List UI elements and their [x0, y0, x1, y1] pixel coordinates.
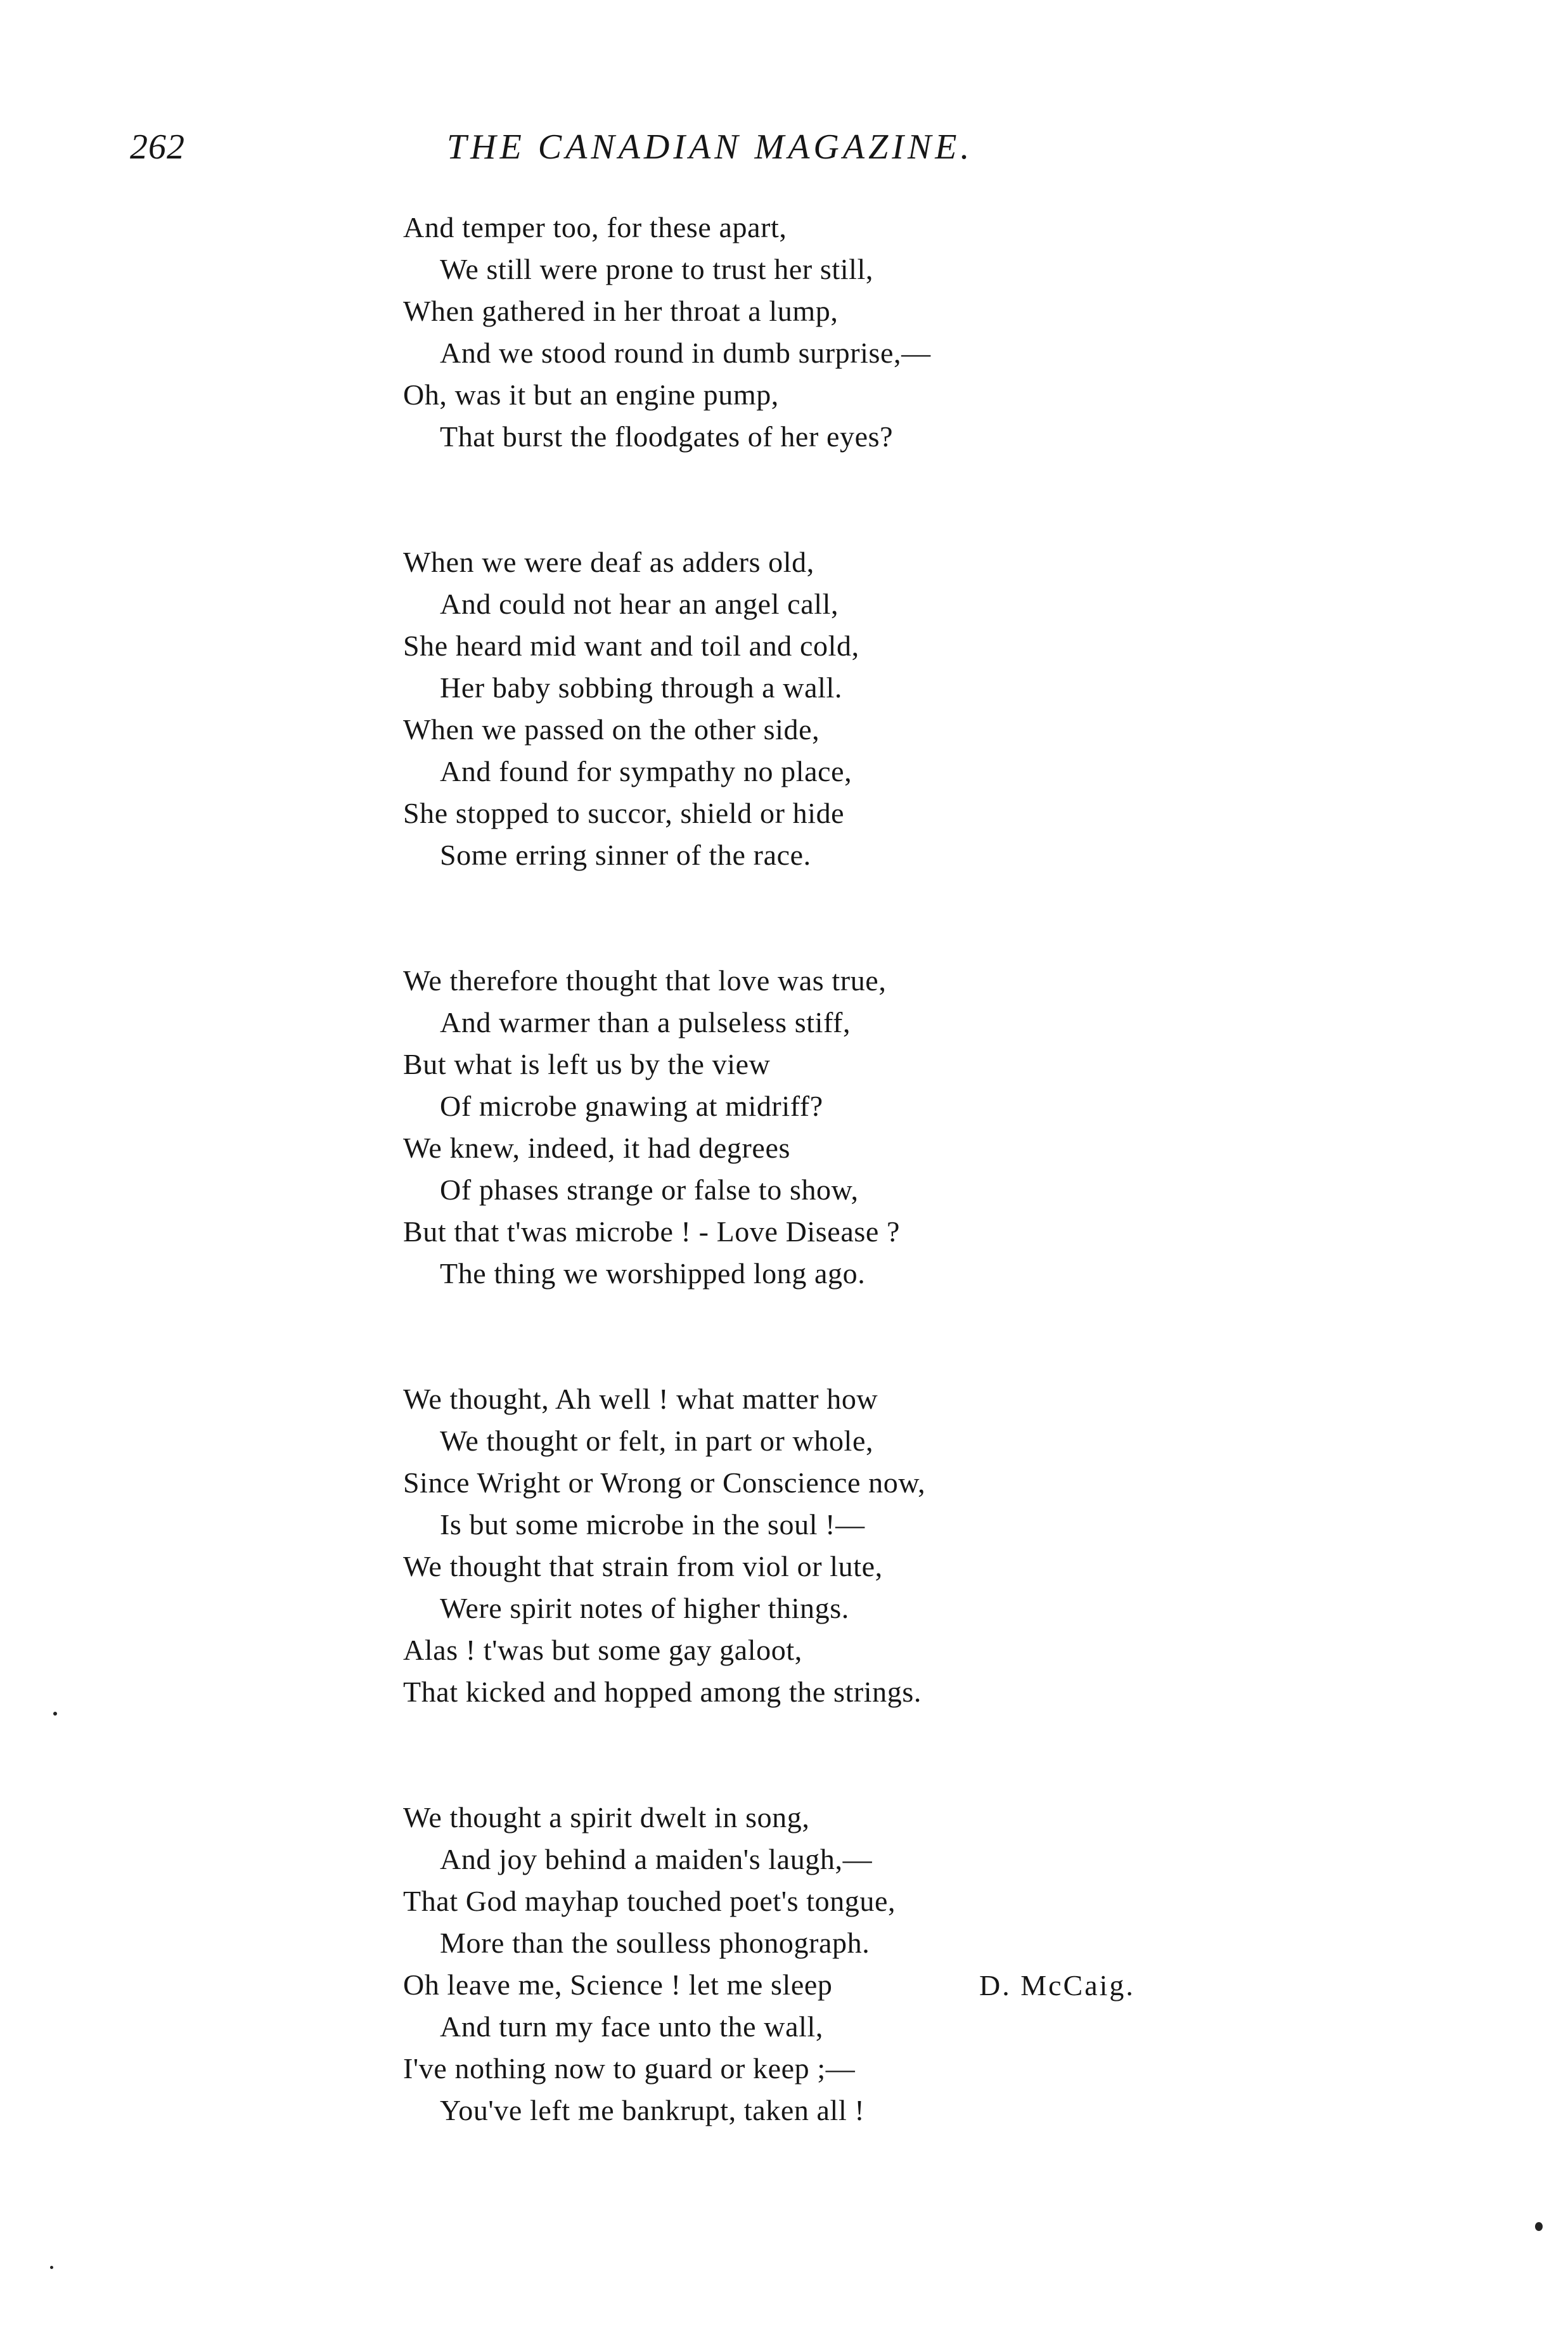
- author-signature: D. McCaig.: [979, 1969, 1135, 2001]
- poem-line: More than the soulless phonograph.: [440, 1927, 870, 1959]
- poem-line: And joy behind a maiden's laugh,—: [440, 1843, 873, 1875]
- poem-line: But that t'was microbe ! - Love Disease ?: [403, 1215, 900, 1248]
- poem-line: And temper too, for these apart,: [403, 211, 787, 243]
- poem-line: When we passed on the other side,: [403, 713, 820, 746]
- poem-line: The thing we worshipped long ago.: [440, 1257, 866, 1290]
- poem-line: Some erring sinner of the race.: [440, 839, 811, 871]
- poem: [403, 207, 1227, 2215]
- poem-line: Were spirit notes of higher things.: [440, 1592, 849, 1624]
- poem-line: We thought that strain from viol or lute,: [403, 1550, 883, 1582]
- stanza: [403, 541, 1227, 876]
- poem-line: And could not hear an angel call,: [440, 588, 839, 620]
- poem-line: We still were prone to trust her still,: [440, 253, 873, 285]
- poem-line: I've nothing now to guard or keep ;—: [403, 2052, 856, 2085]
- poem-line: When gathered in her throat a lump,: [403, 295, 839, 327]
- poem-line: Oh leave me, Science ! let me sleep: [403, 1969, 833, 2001]
- stanza: [403, 960, 1227, 1295]
- poem-line: That God mayhap touched poet's tongue,: [403, 1885, 896, 1917]
- stanza: [403, 1378, 1227, 1713]
- poem-line: You've left me bankrupt, taken all !: [440, 2094, 865, 2126]
- poem-line: And found for sympathy no place,: [440, 755, 852, 787]
- poem-line: But what is left us by the view: [403, 1048, 771, 1080]
- poem-line: We thought or felt, in part or whole,: [440, 1425, 874, 1457]
- poem-line: When we were deaf as adders old,: [403, 546, 814, 578]
- scan-speck: [1535, 2222, 1543, 2231]
- poem-line: Of microbe gnawing at midriff?: [440, 1090, 823, 1122]
- poem-line: Of phases strange or false to show,: [440, 1174, 859, 1206]
- stanza: [403, 207, 1227, 458]
- poem-line: Since Wright or Wrong or Conscience now,: [403, 1466, 926, 1499]
- poem-line: That kicked and hopped among the strings.: [403, 1676, 922, 1708]
- page-number: 262: [130, 127, 185, 167]
- poem-line: Is but some microbe in the soul !—: [440, 1508, 865, 1541]
- poem-line: She stopped to succor, shield or hide: [403, 797, 845, 829]
- poem-line: And warmer than a pulseless stiff,: [440, 1006, 851, 1038]
- poem-line: We thought, Ah well ! what matter how: [403, 1383, 878, 1415]
- poem-line: Alas ! t'was but some gay galoot,: [403, 1634, 802, 1666]
- scan-speck: [50, 2266, 53, 2269]
- poem-line: And we stood round in dumb surprise,—: [440, 337, 931, 369]
- poem-line: That burst the floodgates of her eyes?: [440, 420, 894, 453]
- stanza: [403, 1797, 1227, 2131]
- poem-line: And turn my face unto the wall,: [440, 2010, 823, 2043]
- poem-line: Her baby sobbing through a wall.: [440, 671, 842, 704]
- poem-line: She heard mid want and toil and cold,: [403, 630, 859, 662]
- poem-line: We knew, indeed, it had degrees: [403, 1132, 790, 1164]
- poem-line: We therefore thought that love was true,: [403, 964, 887, 997]
- scan-speck: [53, 1712, 57, 1716]
- poem-line: We thought a spirit dwelt in song,: [403, 1801, 810, 1833]
- running-head: THE CANADIAN MAGAZINE.: [447, 127, 974, 167]
- poem-line: Oh, was it but an engine pump,: [403, 378, 779, 411]
